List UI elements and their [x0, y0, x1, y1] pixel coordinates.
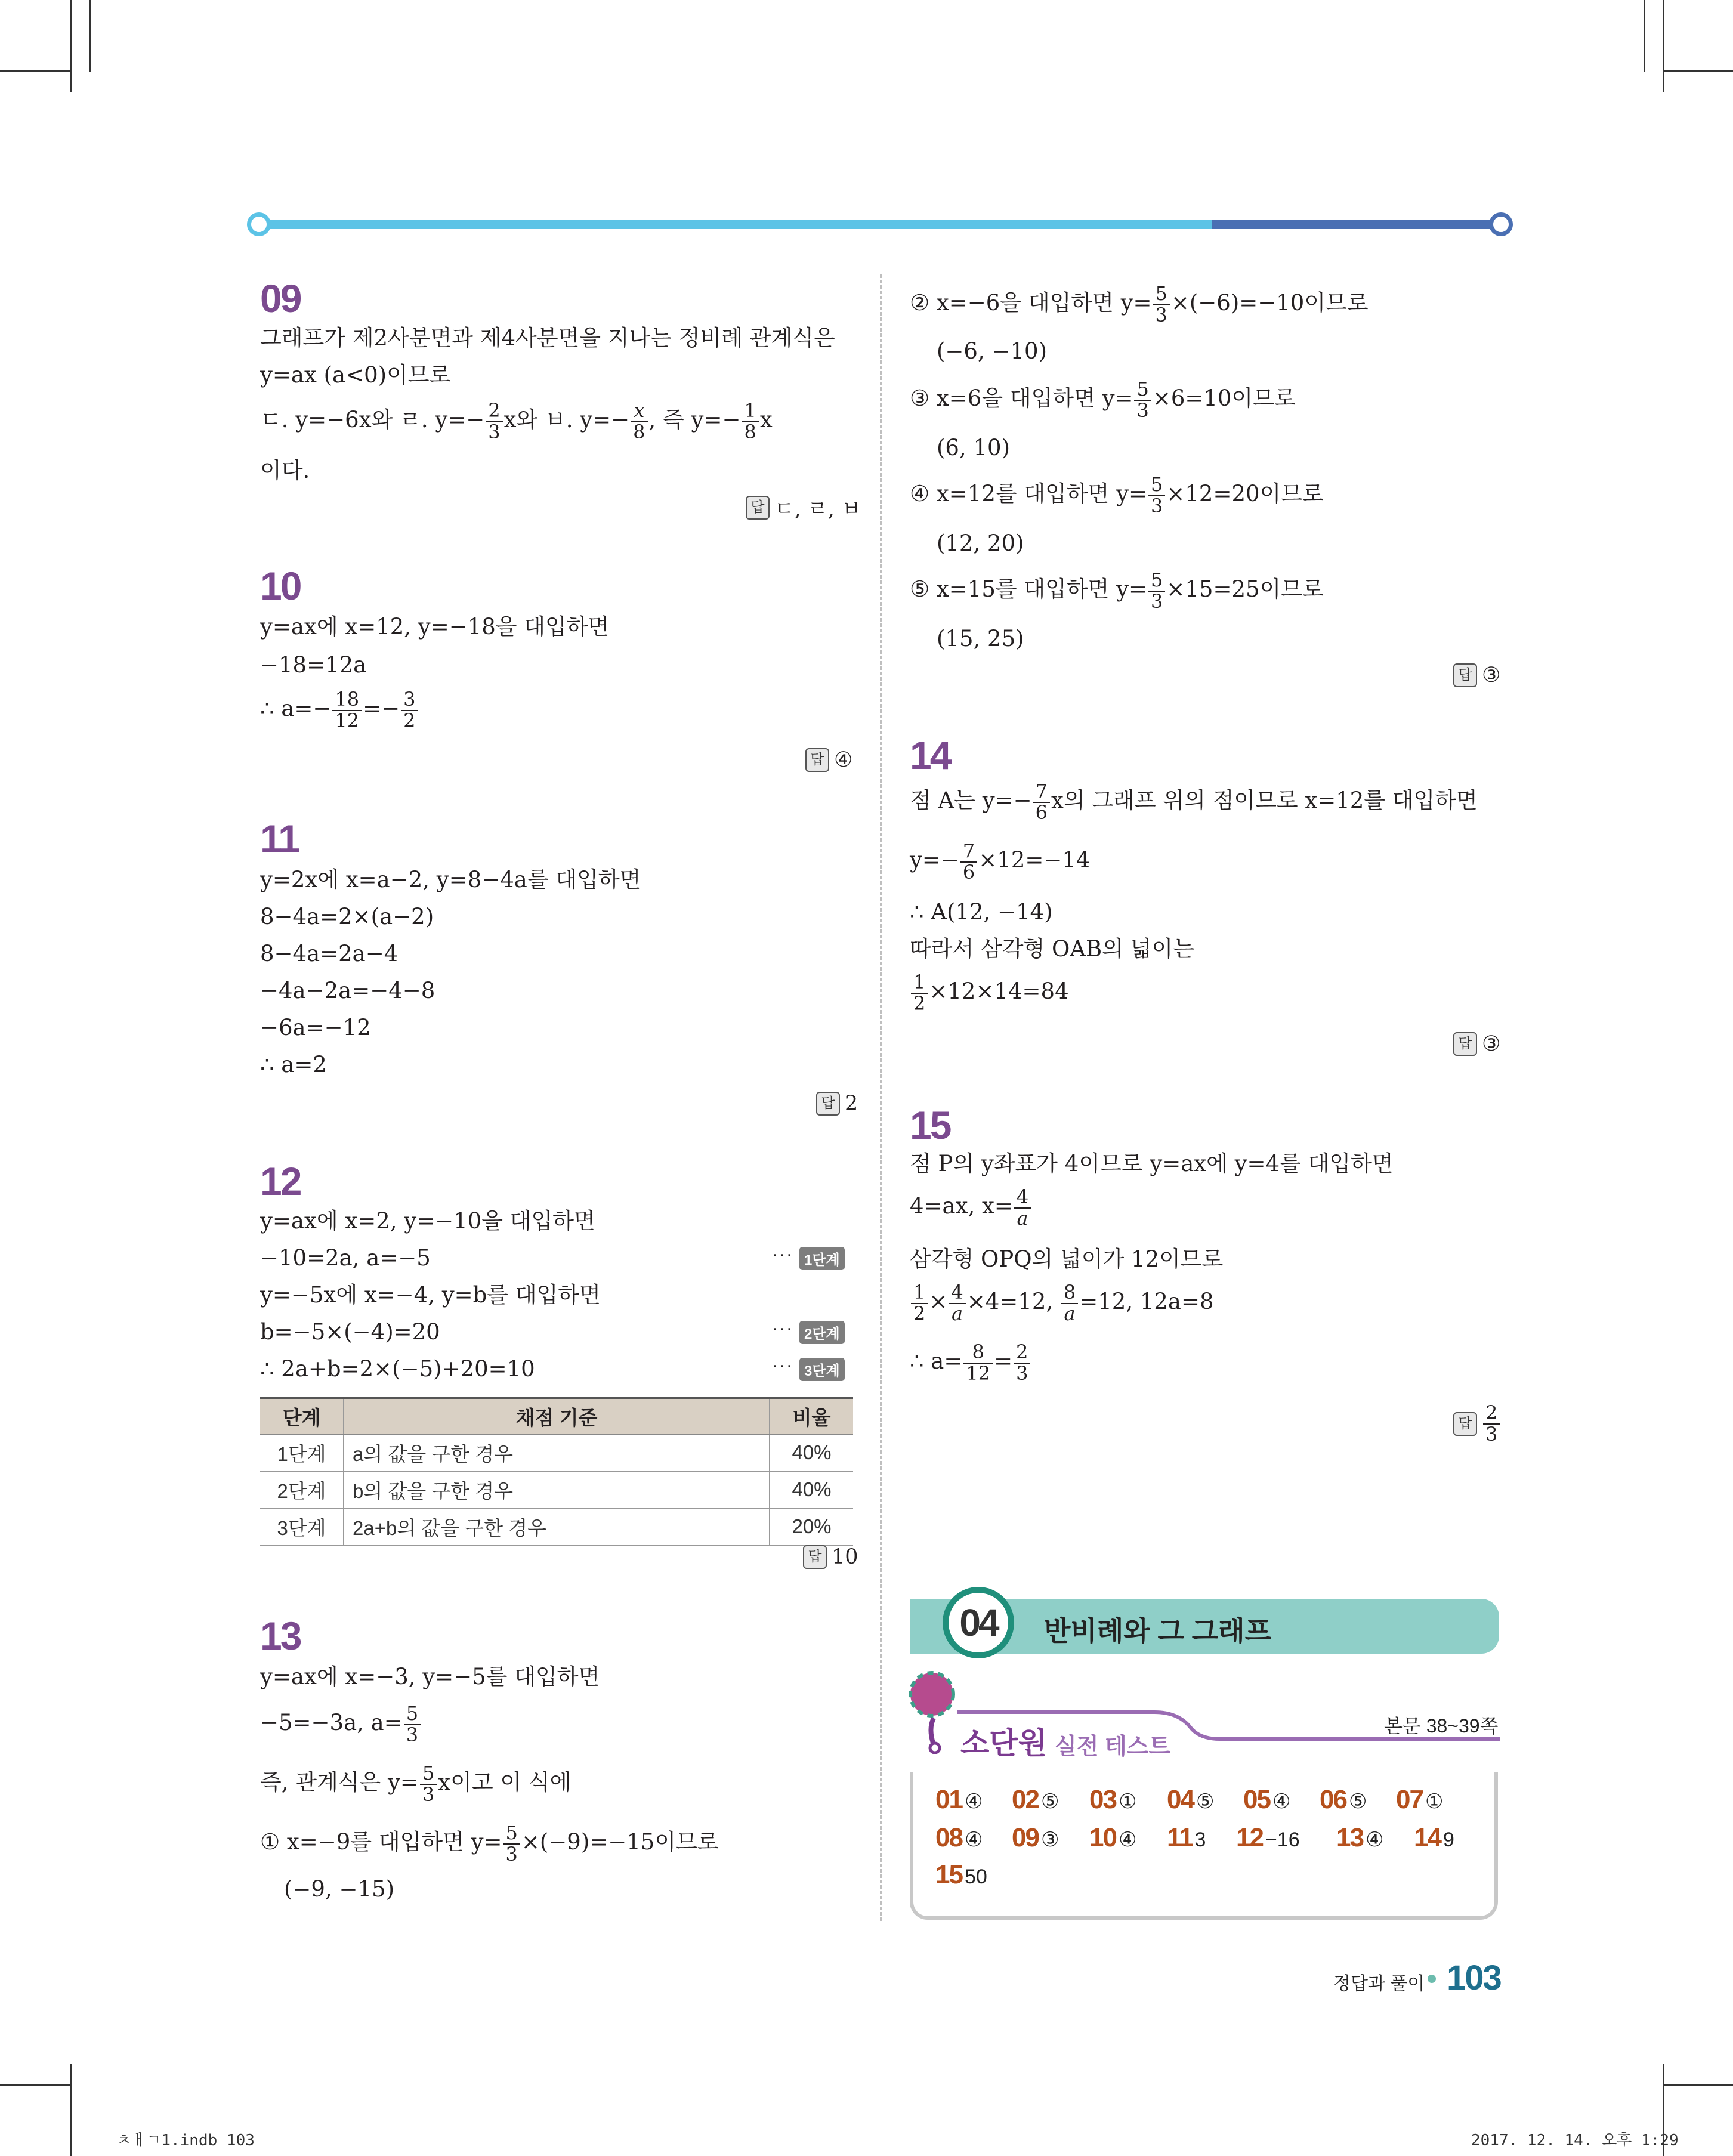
answer-icon: 답 — [1453, 663, 1477, 687]
section-number: 04 — [943, 1587, 1014, 1658]
solution-line: y=−5x에 x=−4, y=b를 대입하면 — [260, 1282, 601, 1308]
quick-answer: 05 ④ — [1243, 1785, 1291, 1814]
solution-line: −10=2a, a=−5 — [260, 1245, 431, 1271]
answer-mark: 답 10 — [803, 1545, 858, 1569]
answer-icon: 답 — [816, 1092, 840, 1116]
table-row — [260, 1508, 853, 1545]
solution-line: y=− $\frac{7}{6}$ ×12=−14 — [910, 839, 1091, 884]
solution-line: y=ax (a<0)이므로 — [260, 362, 451, 388]
header-bar-dot-left — [247, 212, 271, 236]
mini-test-title: 소단원 — [960, 1726, 1047, 1760]
table-row — [260, 1434, 853, 1471]
table-header: 단계 — [260, 1398, 344, 1435]
solution-line: ③ x=6을 대입하면 y= $\frac{5}{3}$ ×6=10이므로 — [910, 378, 1296, 422]
crop-mark — [1644, 0, 1645, 72]
quick-answer: 11 3 — [1167, 1823, 1206, 1852]
crop-mark — [1663, 2084, 1733, 2086]
solution-line: 따라서 삼각형 OAB의 넓이는 — [910, 936, 1194, 962]
solution-line: $\frac{1}{2}$ × $\frac{4}{a}$ ×4=12, $\frac{8}{a}$ =12, 12a=8 — [910, 1283, 1214, 1324]
solution-line: ② x=−6을 대입하면 y= $\frac{5}{3}$ ×(−6)=−10이므로 — [910, 282, 1369, 326]
table-row — [260, 1471, 853, 1508]
balloon-icon — [910, 1673, 953, 1716]
solution-line: ∴ 2a+b=2×(−5)+20=10 — [260, 1356, 535, 1382]
step-dots: ··· — [772, 1318, 793, 1338]
step-tag: 2단계 — [799, 1321, 845, 1344]
table-cell: a의 값을 구한 경우 — [344, 1434, 770, 1471]
quick-answer: 03 ① — [1089, 1785, 1137, 1814]
solution-line: 8−4a=2×(a−2) — [260, 904, 434, 929]
solution-line: ∴ a=2 — [260, 1052, 327, 1077]
table-cell: 2a+b의 값을 구한 경우 — [344, 1508, 770, 1545]
quick-answer: 04 ⑤ — [1167, 1785, 1215, 1814]
quick-answer: 09 ③ — [1012, 1823, 1059, 1852]
solution-line: y=ax에 x=12, y=−18을 대입하면 — [260, 614, 610, 640]
answer-icon: 답 — [1453, 1412, 1477, 1436]
solution-line: y=ax에 x=−3, y=−5를 대입하면 — [260, 1664, 600, 1689]
crop-mark — [0, 70, 70, 72]
crop-mark — [70, 2064, 72, 2156]
table-header: 비율 — [770, 1398, 853, 1435]
problem-number: 12 — [260, 1159, 301, 1203]
solution-line: 그래프가 제2사분면과 제4사분면을 지나는 정비례 관계식은 — [260, 325, 835, 351]
solution-line: ∴ A(12, −14) — [910, 899, 1053, 925]
print-slug-right: 2017. 12. 14. 오후 1:29 — [1471, 2132, 1679, 2149]
header-bar-dot-right — [1489, 212, 1513, 236]
problem-number: 10 — [260, 564, 301, 608]
solution-line: y=ax에 x=2, y=−10을 대입하면 — [260, 1208, 595, 1234]
solution-line: ① x=−9를 대입하면 y= $\frac{5}{3}$ ×(−9)=−15이므로 — [260, 1821, 719, 1865]
crop-mark — [0, 2084, 70, 2086]
solution-line: −5=−3a, a= $\frac{5}{3}$ — [260, 1704, 422, 1745]
crop-mark — [89, 0, 91, 72]
solution-line: ㄷ. y=−6x와 ㄹ. y=− $\frac{2}{3}$ x와 ㅂ. y=− $\frac{x}{8}$ , 즉 y=− $\frac{1}{8}$ x — [260, 399, 773, 443]
crop-mark — [70, 0, 72, 92]
table-cell: 40% — [770, 1471, 853, 1508]
crop-mark — [1663, 0, 1664, 92]
quick-answer: 10 ④ — [1089, 1823, 1137, 1852]
answer-mark: 답 ③ — [1453, 1032, 1500, 1056]
solution-line: (15, 25) — [937, 626, 1024, 651]
solution-line: $\frac{1}{2}$ ×12×14=84 — [910, 972, 1069, 1014]
problem-number: 13 — [260, 1614, 301, 1658]
answer-icon: 답 — [746, 496, 770, 520]
solution-line: −4a−2a=−4−8 — [260, 978, 435, 1003]
answer-icon: 답 — [803, 1545, 827, 1569]
step-tag: 3단계 — [799, 1358, 845, 1381]
table-header-row — [260, 1398, 853, 1435]
crop-mark — [1663, 70, 1733, 72]
footer-label: 정답과 풀이 — [1333, 1974, 1425, 1994]
solution-line: 이다. — [260, 458, 310, 483]
table-header: 채점 기준 — [344, 1398, 770, 1435]
problem-number: 11 — [260, 817, 298, 861]
solution-line: ⑤ x=15를 대입하면 y= $\frac{5}{3}$ ×15=25이므로 — [910, 569, 1324, 613]
solution-line: 삼각형 OPQ의 넓이가 12이므로 — [910, 1246, 1224, 1272]
column-divider — [880, 274, 882, 1921]
answer-mark: 답 $\frac{2}{3}$ — [1453, 1403, 1501, 1444]
print-slug-left: ㅊㅐㄱ1.indb 103 — [116, 2132, 255, 2149]
quick-answer: 06 ⑤ — [1320, 1785, 1367, 1814]
table-cell: 20% — [770, 1508, 853, 1545]
solution-line: b=−5×(−4)=20 — [260, 1319, 440, 1345]
quick-answer: 12 −16 — [1236, 1823, 1300, 1852]
quick-answer: 14 9 — [1414, 1823, 1454, 1852]
step-dots: ··· — [772, 1355, 793, 1375]
solution-line: 8−4a=2a−4 — [260, 941, 399, 966]
header-bar-left — [258, 220, 1212, 229]
section-title: 반비례와 그 그래프 — [1044, 1616, 1272, 1647]
quick-answer: 07 ① — [1396, 1785, 1444, 1814]
solution-line: (−9, −15) — [284, 1876, 395, 1902]
solution-line: y=2x에 x=a−2, y=8−4a를 대입하면 — [260, 867, 641, 892]
quick-answer: 15 50 — [935, 1860, 987, 1889]
problem-number: 14 — [910, 733, 950, 777]
quick-answer: 01 ④ — [935, 1785, 983, 1814]
solution-line: (−6, −10) — [937, 338, 1048, 364]
header-bar-right — [1212, 220, 1501, 229]
solution-line: (6, 10) — [937, 435, 1011, 461]
answer-mark: 답 ㄷ, ㄹ, ㅂ — [746, 493, 861, 523]
answer-mark: 답 ④ — [805, 748, 852, 772]
answer-mark: 답 2 — [816, 1092, 858, 1116]
problem-number: 15 — [910, 1103, 950, 1147]
grading-table — [260, 1397, 853, 1546]
solution-line: 점 A는 y=− $\frac{7}{6}$ x의 그래프 위의 점이므로 x=12를 대입하면 — [910, 780, 1478, 824]
answer-icon: 답 — [805, 748, 829, 772]
solution-line: −6a=−12 — [260, 1015, 371, 1040]
solution-line: 점 P의 y좌표가 4이므로 y=ax에 y=4를 대입하면 — [910, 1151, 1394, 1176]
solution-line: (12, 20) — [937, 530, 1024, 556]
answer-icon: 답 — [1453, 1032, 1477, 1056]
solution-line: 4=ax, x= $\frac{4}{a}$ — [910, 1187, 1032, 1228]
quick-answer: 13 ④ — [1336, 1823, 1384, 1852]
page-number: 103 — [1447, 1959, 1501, 1997]
solution-line: ∴ a= $\frac{8}{12}$ = $\frac{2}{3}$ — [910, 1342, 1031, 1383]
mini-test-page-reference: 본문 38~39쪽 — [1384, 1715, 1499, 1737]
mini-test-subtitle: 실전 테스트 — [1055, 1734, 1171, 1759]
quick-answer: 08 ④ — [935, 1823, 983, 1852]
step-tag: 1단계 — [799, 1247, 845, 1270]
step-dots: ··· — [772, 1244, 793, 1264]
solution-line: ④ x=12를 대입하면 y= $\frac{5}{3}$ ×12=20이므로 — [910, 473, 1324, 517]
footer-dot — [1428, 1975, 1436, 1983]
table-cell: 40% — [770, 1434, 853, 1471]
table-cell: 1단계 — [260, 1434, 344, 1471]
quick-answer: 02 ⑤ — [1012, 1785, 1059, 1814]
table-cell: 3단계 — [260, 1508, 344, 1545]
solution-line: −18=12a — [260, 652, 367, 678]
answer-mark: 답 ③ — [1453, 663, 1500, 687]
problem-number: 09 — [260, 276, 301, 320]
solution-line: ∴ a=− $\frac{18}{12}$ =− $\frac{3}{2}$ — [260, 690, 419, 731]
solution-line: 즉, 관계식은 y= $\frac{5}{3}$ x이고 이 식에 — [260, 1762, 572, 1806]
table-cell: b의 값을 구한 경우 — [344, 1471, 770, 1508]
table-cell: 2단계 — [260, 1471, 344, 1508]
